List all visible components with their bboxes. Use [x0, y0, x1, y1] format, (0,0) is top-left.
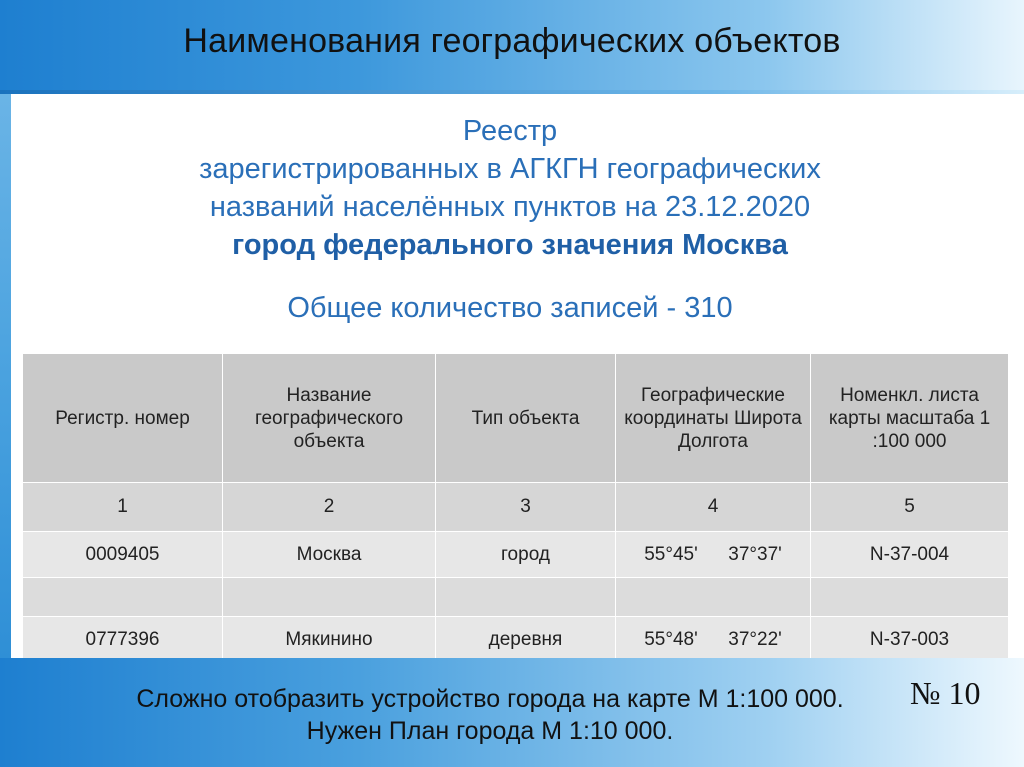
table-row — [23, 532, 1009, 578]
column-number: 5 — [811, 483, 1009, 532]
coordinates-cell: 55°48' 37°22' — [616, 617, 811, 663]
footer-line-2: Нужен План города М 1:10 000. — [306, 717, 674, 745]
column-number: 3 — [436, 483, 616, 532]
slide-number: № 10 — [910, 675, 981, 711]
left-accent-bar — [0, 94, 11, 658]
heading-line-4: город федерального значения Москва — [232, 229, 788, 261]
reg-number-cell: 0009405 — [23, 532, 223, 578]
object-name-cell — [223, 578, 436, 617]
table-row — [23, 578, 1009, 617]
object-name-cell: Мякинино — [223, 617, 436, 663]
registry-table — [22, 353, 1009, 663]
coordinates-cell: 55°45' 37°37' — [616, 532, 811, 578]
column-header: Название географического объекта — [223, 354, 436, 483]
page-title: Наименования географических объектов — [183, 22, 841, 60]
object-type-cell: деревня — [436, 617, 616, 663]
total-records: Общее количество записей - 310 — [287, 292, 733, 324]
table-header-row — [23, 354, 1009, 483]
heading-line-2: зарегистрированных в АГКГН географических — [199, 153, 821, 185]
column-number-row — [23, 483, 1009, 532]
coordinates-cell — [616, 578, 811, 617]
heading-line-3: названий населённых пунктов на 23.12.2020 — [209, 191, 811, 223]
column-header: Географические координаты Широта Долгота — [616, 354, 811, 483]
column-header: Регистр. номер — [23, 354, 223, 483]
object-type-cell: город — [436, 532, 616, 578]
column-number: 2 — [223, 483, 436, 532]
footer-line-1: Сложно отобразить устройство города на карте М 1:100 000. — [136, 685, 844, 713]
table-row — [23, 617, 1009, 663]
column-header: Тип объекта — [436, 354, 616, 483]
footer-note — [40, 683, 940, 747]
column-number: 4 — [616, 483, 811, 532]
map-sheet-cell: N-37-003 — [811, 617, 1009, 663]
reg-number-cell — [23, 578, 223, 617]
reg-number-cell: 0777396 — [23, 617, 223, 663]
object-name-cell: Москва — [223, 532, 436, 578]
registry-heading — [100, 112, 920, 264]
map-sheet-cell: N-37-004 — [811, 532, 1009, 578]
heading-line-1: Реестр — [462, 115, 558, 147]
map-sheet-cell — [811, 578, 1009, 617]
object-type-cell — [436, 578, 616, 617]
column-header: Номенкл. листа карты масштаба 1 :100 000 — [811, 354, 1009, 483]
column-number: 1 — [23, 483, 223, 532]
